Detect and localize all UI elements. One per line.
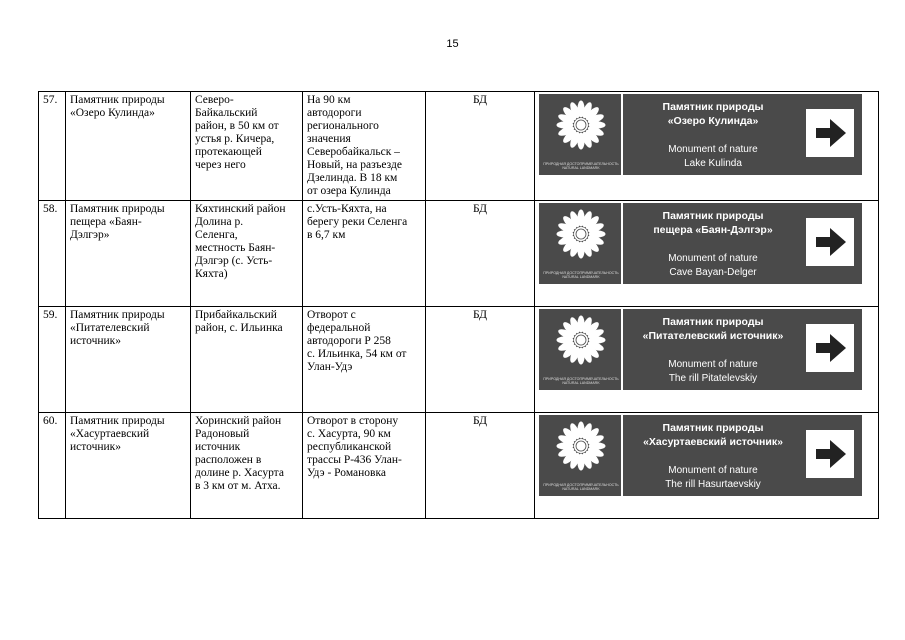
district-line: через него	[195, 159, 246, 171]
monument-name-line: «Хасуртаевский	[70, 428, 150, 440]
sign-english-line: The rill Pitatelevskiy	[668, 373, 758, 384]
row-number: 58.	[39, 201, 66, 307]
direction-arrow	[806, 324, 854, 372]
district-line: расположен в	[195, 454, 262, 466]
sign-location-line: На 90 км	[307, 94, 351, 106]
sign-location-cell	[303, 92, 426, 201]
sign-title-line: «Хасуртаевский источник»	[643, 436, 783, 448]
arrow-right-icon	[806, 430, 854, 478]
sign-title-line: «Озеро Кулинда»	[667, 115, 759, 127]
sign-location-line: от озера Кулинда	[307, 185, 391, 197]
sign-location-line: значения	[307, 133, 351, 145]
district-line: устья р. Кичера,	[195, 133, 275, 145]
district-line: Кяхта)	[195, 268, 228, 280]
district-line: Дэлгэр (с. Усть-	[195, 255, 273, 267]
road-category-cell: БД	[426, 92, 535, 201]
monument-name-cell	[66, 201, 191, 307]
sign-caption-line: NATURAL LANDMARK	[562, 275, 600, 280]
sign-caption	[541, 483, 621, 492]
flower-emblem-icon	[555, 420, 607, 472]
sign-text-panel	[623, 309, 862, 390]
sign-location-line: с.Усть-Кяхта, на	[307, 203, 387, 215]
sign-english-line: Monument of nature	[668, 359, 758, 370]
district-line: Долина р.	[195, 216, 244, 228]
sign-cell	[535, 413, 879, 519]
sign-english-line: Monument of nature	[668, 144, 758, 155]
sign-title-line: «Питателевский источник»	[642, 330, 784, 342]
sign-location-line: берегу реки Селенга	[307, 216, 408, 228]
district-line: Кяхтинский район	[195, 203, 286, 215]
sign-english-text	[623, 358, 803, 386]
sign-english-line: Monument of nature	[668, 465, 758, 476]
road-sign	[539, 203, 862, 284]
sign-location-line: автодороги	[307, 107, 362, 119]
sign-english-line: Cave Bayan-Delger	[669, 267, 757, 278]
sign-caption	[541, 271, 621, 280]
sign-title-line: пещера «Баян-Дэлгэр»	[653, 224, 773, 236]
sign-caption	[541, 377, 621, 386]
flower-emblem-icon	[555, 99, 607, 151]
sign-cell	[535, 307, 879, 413]
sign-english-line: Lake Kulinda	[684, 158, 742, 169]
sign-caption	[541, 162, 621, 171]
sign-title-line: Памятник природы	[662, 422, 764, 434]
district-line: район, в 50 км от	[195, 120, 279, 132]
road-sign	[539, 94, 862, 175]
sign-title-line: Памятник природы	[662, 210, 764, 222]
sign-emblem-panel	[539, 94, 623, 175]
sign-location-line: регионального	[307, 120, 379, 132]
monument-name-line: пещера «Баян-	[70, 216, 142, 228]
sign-title-line: Памятник природы	[662, 101, 764, 113]
monument-name-cell	[66, 307, 191, 413]
sign-location-cell	[303, 413, 426, 519]
sign-location-line: автодороги Р 258	[307, 335, 391, 347]
sign-title	[623, 315, 803, 343]
monument-name-cell	[66, 413, 191, 519]
sign-text-panel	[623, 203, 862, 284]
sign-location-line: с. Хасурта, 90 км	[307, 428, 391, 440]
monument-name-line: источник»	[70, 441, 122, 453]
sign-location-line: с. Ильинка, 54 км от	[307, 348, 407, 360]
sign-caption-line: ПРИРОДНАЯ ДОСТОПРИМЕЧАТЕЛЬНОСТЬ	[543, 376, 619, 381]
monument-name-line: источник»	[70, 335, 122, 347]
sign-location-cell	[303, 307, 426, 413]
district-line: Байкальский	[195, 107, 258, 119]
monument-name-line: «Питателевский	[70, 322, 150, 334]
sign-cell	[535, 92, 879, 201]
row-number: 57.	[39, 92, 66, 201]
district-line: Хоринский район	[195, 415, 282, 427]
sign-text-panel	[623, 94, 862, 175]
sign-location-cell	[303, 201, 426, 307]
sign-english-line: The rill Hasurtaevskiy	[665, 479, 761, 490]
sign-caption-line: ПРИРОДНАЯ ДОСТОПРИМЕЧАТЕЛЬНОСТЬ	[543, 161, 619, 166]
flower-emblem-icon	[555, 314, 607, 366]
district-line: Селенга,	[195, 229, 238, 241]
sign-location-line: Северобайкальск –	[307, 146, 400, 158]
district-line: район, с. Ильинка	[195, 322, 283, 334]
sign-title-line: Памятник природы	[662, 316, 764, 328]
sign-title	[623, 209, 803, 237]
sign-caption-line: ПРИРОДНАЯ ДОСТОПРИМЕЧАТЕЛЬНОСТЬ	[543, 270, 619, 275]
table-row	[39, 201, 879, 307]
district-line: Прибайкальский	[195, 309, 277, 321]
direction-arrow	[806, 109, 854, 157]
sign-caption-line: NATURAL LANDMARK	[562, 381, 600, 386]
arrow-right-icon	[806, 109, 854, 157]
district-line: Северо-	[195, 94, 234, 106]
sign-emblem-panel	[539, 415, 623, 496]
district-cell	[191, 307, 303, 413]
sign-location-line: в 6,7 км	[307, 229, 346, 241]
district-line: протекающей	[195, 146, 262, 158]
row-number: 60.	[39, 413, 66, 519]
sign-location-line: Удэ - Романовка	[307, 467, 386, 479]
sign-location-line: трассы Р-436 Улан-	[307, 454, 402, 466]
monument-name-line: Памятник природы	[70, 415, 165, 427]
direction-arrow	[806, 430, 854, 478]
direction-arrow	[806, 218, 854, 266]
district-line: долине р. Хасурта	[195, 467, 284, 479]
sign-english-text	[623, 464, 803, 492]
monuments-table	[38, 91, 879, 519]
monument-name-line: Дэлгэр»	[70, 229, 110, 241]
page-number: 15	[446, 38, 459, 50]
road-category-cell: БД	[426, 201, 535, 307]
sign-location-line: Улан-Удэ	[307, 361, 353, 373]
sign-location-line: Отворот в сторону	[307, 415, 399, 427]
table-row	[39, 92, 879, 201]
sign-english-text	[623, 252, 803, 280]
sign-location-line: Новый, на разъезде	[307, 159, 402, 171]
monument-name-line: Памятник природы	[70, 94, 165, 106]
district-cell	[191, 92, 303, 201]
district-line: Радоновый	[195, 428, 250, 440]
district-line: местность Баян-	[195, 242, 276, 254]
district-line: в 3 км от м. Атха.	[195, 480, 281, 492]
district-cell	[191, 201, 303, 307]
sign-text-panel	[623, 415, 862, 496]
sign-cell	[535, 201, 879, 307]
monument-name-line: Памятник природы	[70, 203, 165, 215]
row-number: 59.	[39, 307, 66, 413]
sign-emblem-panel	[539, 203, 623, 284]
arrow-right-icon	[806, 218, 854, 266]
sign-caption-line: NATURAL LANDMARK	[562, 166, 600, 171]
monument-name-line: Памятник природы	[70, 309, 165, 321]
district-line: источник	[195, 441, 241, 453]
sign-title	[623, 421, 803, 449]
sign-caption-line: NATURAL LANDMARK	[562, 487, 600, 492]
sign-location-line: республиканской	[307, 441, 392, 453]
monument-name-line: «Озеро Кулинда»	[70, 107, 155, 119]
road-sign	[539, 309, 862, 390]
sign-caption-line: ПРИРОДНАЯ ДОСТОПРИМЕЧАТЕЛЬНОСТЬ	[543, 482, 619, 487]
sign-english-text	[623, 143, 803, 171]
road-category-cell: БД	[426, 307, 535, 413]
table-row	[39, 413, 879, 519]
road-category-cell: БД	[426, 413, 535, 519]
road-sign	[539, 415, 862, 496]
sign-title	[623, 100, 803, 128]
monument-name-cell	[66, 92, 191, 201]
sign-location-line: Дзелинда. В 18 км	[307, 172, 398, 184]
sign-location-line: федеральной	[307, 322, 371, 334]
sign-english-line: Monument of nature	[668, 253, 758, 264]
arrow-right-icon	[806, 324, 854, 372]
table-row	[39, 307, 879, 413]
district-cell	[191, 413, 303, 519]
sign-emblem-panel	[539, 309, 623, 390]
sign-location-line: Отворот с	[307, 309, 356, 321]
flower-emblem-icon	[555, 208, 607, 260]
